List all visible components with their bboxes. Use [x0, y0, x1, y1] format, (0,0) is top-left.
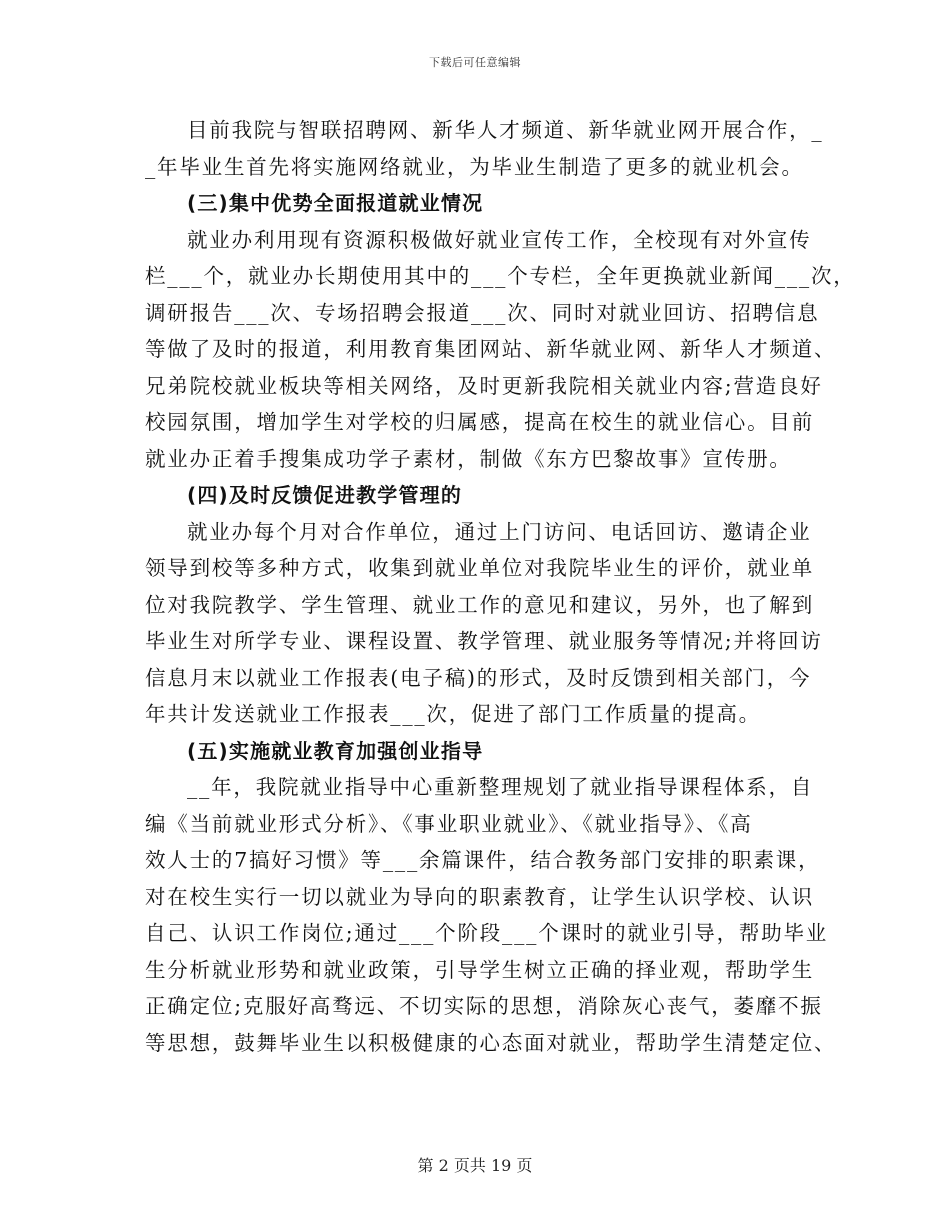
paragraph-line: 年共计发送就业工作报表___次，促进了部门工作质量的提高。: [145, 702, 761, 726]
paragraph-line: 效人士的7搞好习惯》等___余篇课件，结合教务部门安排的职素课，: [145, 848, 821, 872]
paragraph-line: 栏___个，就业办长期使用其中的___个专栏，全年更换就业新闻___次，: [145, 264, 856, 288]
paragraph-line: 目前我院与智联招聘网、新华人才频道、新华就业网开展合作，_: [187, 118, 824, 142]
page-number-footer: 第 2 页共 19 页: [417, 1156, 533, 1175]
paragraph-line: _年毕业生首先将实施网络就业，为毕业生制造了更多的就业机会。: [145, 154, 804, 179]
section-heading: (三)集中优势全面报道就业情况: [187, 191, 484, 215]
paragraph-line: 就业办利用现有资源积极做好就业宣传工作，全校现有对外宣传: [187, 227, 812, 252]
paragraph-line: 编《当前就业形式分析》、《事业职业就业》、《就业指导》、《高: [145, 811, 753, 836]
section-heading: (五)实施就业教育加强创业指导: [187, 738, 484, 763]
section-heading: (四)及时反馈促进教学管理的: [187, 483, 463, 507]
paragraph-line: 调研报告___次、专场招聘会报道___次、同时对就业回访、招聘信息: [145, 300, 820, 325]
paragraph-line: 领导到校等多种方式，收集到就业单位对我院毕业生的评价，就业单: [145, 556, 814, 580]
paragraph-line: 校园氛围，增加学生对学校的归属感，提高在校生的就业信心。目前: [145, 410, 814, 434]
paragraph-line: __年，我院就业指导中心重新整理规划了就业指导课程体系，自: [187, 775, 814, 799]
paragraph-line: 自己、认识工作岗位;通过___个阶段___个课时的就业引导，帮助毕业: [145, 921, 829, 945]
paragraph-line: 对在校生实行一切以就业为导向的职素教育，让学生认识学校、认识: [145, 884, 814, 909]
paragraph-line: 就业办每个月对合作单位，通过上门访问、电话回访、邀请企业: [187, 519, 812, 544]
page-header: 下载后可任意编辑: [429, 56, 521, 69]
paragraph-line: 位对我院教学、学生管理、就业工作的意见和建议，另外，也了解到: [145, 592, 814, 617]
paragraph-line: 正确定位;克服好高骛远、不切实际的思想，消除灰心丧气，萎靡不振: [145, 994, 823, 1018]
document-body: [145, 112, 856, 1061]
paragraph-line: 就业办正着手搜集成功学子素材，制做《东方巴黎故事》宣传册。: [145, 446, 792, 471]
paragraph-line: 信息月末以就业工作报表(电子稿)的形式，及时反馈到相关部门，今: [145, 665, 812, 690]
paragraph-line: 兄弟院校就业板块等相关网络，及时更新我院相关就业内容;营造良好: [145, 373, 823, 398]
paragraph-line: 等思想，鼓舞毕业生以积极健康的心态面对就业，帮助学生清楚定位、: [145, 1030, 837, 1055]
paragraph-line: 毕业生对所学专业、课程设置、教学管理、就业服务等情况;并将回访: [145, 629, 823, 653]
paragraph-line: 等做了及时的报道，利用教育集团网站、新华就业网、新华人才频道、: [145, 337, 837, 361]
paragraph-line: 生分析就业形势和就业政策，引导学生树立正确的择业观，帮助学生: [145, 957, 814, 982]
